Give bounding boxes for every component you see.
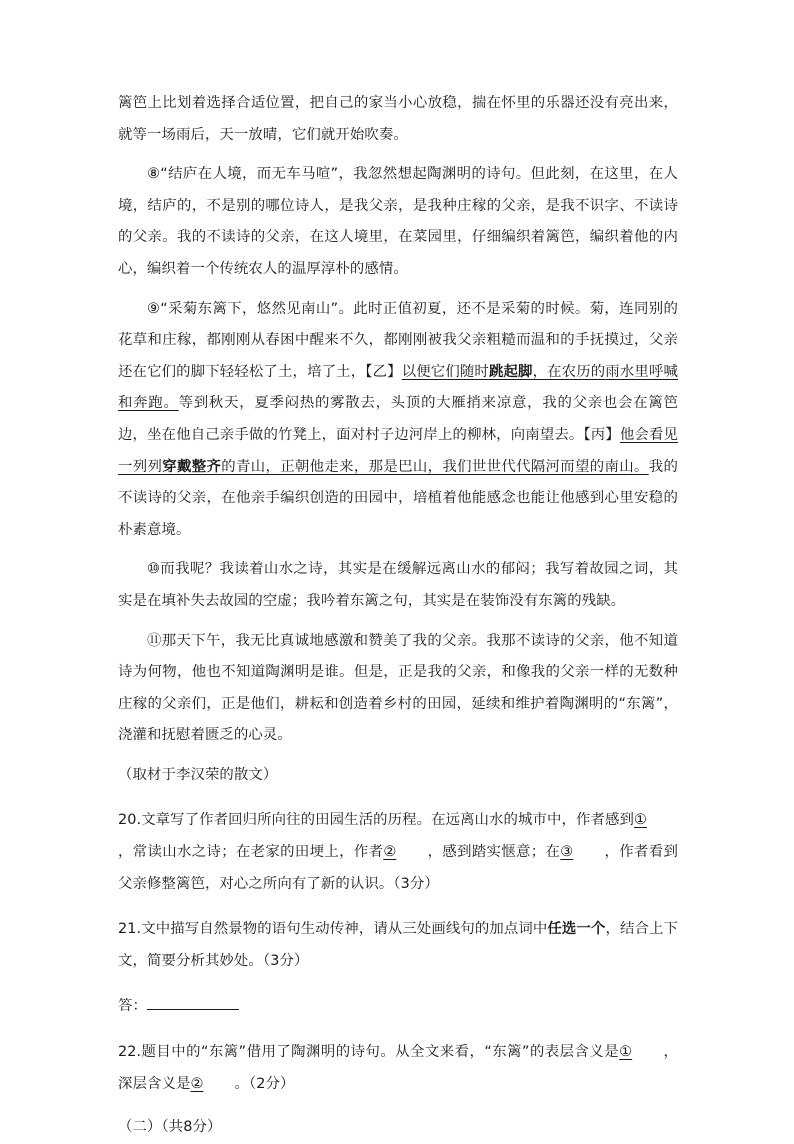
passage-paragraph-10: ⑩而我呢？我读着山水之诗，其实是在缓解远离山水的郁闷；我写着故园之词，其实是在填补失去故园的空虚；我吟着东篱之句，其实是在装饰没有东篱的残缺。: [118, 561, 678, 609]
p9-text-a: ⑨“采菊东篱下，悠然见南山”。此时正值初夏，还不是采菊的时候。菊，连同别的花草和庄稼，都刚刚从春困中醒来不久，都刚刚被我父亲粗糙而温和的手抚摸过，父亲还在它们的脚下轻轻松了土，培了土，: [118, 300, 678, 380]
q22-text-1: 22.题目中的“东篱”借用了陶渊明的诗句。从全文来看，“东篱”的表层含义是: [118, 1044, 620, 1061]
p9-text-c: 我的不读诗的父亲，在他亲手编织创造的田园中，培植着他能感念也能让他感到心里安稳的朴素意境。: [118, 458, 678, 538]
dotted-word-bing: 穿戴整齐: [162, 458, 222, 475]
q22-text-2: ，深层含义是: [118, 1044, 678, 1092]
answer-line[interactable]: [147, 993, 239, 1010]
q20-text-4: ，作者看到父亲修整篱笆，对心之所向有了新的认识。（3分）: [118, 844, 678, 892]
q20-blank-2: ②: [383, 844, 397, 861]
question-21: [118, 914, 678, 977]
q21-text-2: ，结合上下文，简要分析其妙处。（3分）: [118, 921, 678, 969]
underlined-bing-part2: 的青山，正朝他走来，那是巴山，我们世世代代隔河而望的南山。: [221, 458, 649, 475]
marker-bing: 【丙】: [583, 426, 620, 443]
q21-bold-instruction: 任选一个: [547, 921, 606, 938]
q20-blank-1: ①: [634, 812, 648, 829]
passage-paragraph-8: ⑧“结庐在人境，而无车马喧”，我忽然想起陶渊明的诗句。但此刻，在这里，在人境，结庐的，不是别的哪位诗人，是我父亲，是我种庄稼的父亲，是我不识字、不读诗的父亲。我的不读诗的父亲，在这人境里，在菜园里，仔细编织着篱笆，编织着他的内心，编织着一个传统农人的温厚淳朴的感情。: [118, 166, 678, 277]
q22-text-3: 。（2分）: [234, 1075, 295, 1092]
marker-yi: 【乙】: [365, 363, 402, 380]
q22-blank-2: ②: [190, 1075, 204, 1092]
underlined-yi-part1: 以便它们随时: [401, 363, 489, 380]
dotted-word-yi: 跳起脚: [488, 363, 533, 380]
answer-label: 答：: [118, 998, 147, 1015]
q21-answer-row: [118, 991, 678, 1023]
section-heading-2: （二）（共8分）: [118, 1119, 222, 1136]
passage-paragraph-9: [118, 294, 678, 547]
underlined-bing-part1: 他会看见一列列: [118, 426, 678, 475]
q20-text-1: 20.文章写了作者回归所向往的田园生活的历程。在远离山水的城市中，作者感到: [118, 812, 634, 829]
p9-text-b: 等到秋天，夏季闷热的雾散去，头顶的大雁捎来凉意，我的父亲也会在篱笆边，坐在他自己亲手做的竹凳上，面对村子边河岸上的柳林，向南望去。: [118, 395, 678, 443]
q20-blank-3: ③: [560, 844, 574, 861]
source-attribution: （取材于李汉荣的散文）: [118, 766, 278, 783]
passage-paragraph-continued: 篱笆上比划着选择合适位置，把自己的家当小心放稳，揣在怀里的乐器还没有亮出来，就等一场雨后，天一放晴，它们就开始吹奏。: [118, 95, 678, 143]
q20-text-3: ，感到踏实惬意；在: [427, 844, 561, 861]
question-22: [118, 1037, 678, 1100]
question-20: [118, 805, 678, 900]
underlined-yi-part2: ，在农历的雨水里呼喊和奔跑。: [118, 363, 678, 412]
q22-blank-1: ①: [619, 1044, 633, 1061]
q20-text-2: ，常读山水之诗；在老家的田埂上，作者: [118, 844, 384, 861]
passage-paragraph-11: ⑪那天下午，我无比真诚地感激和赞美了我的父亲。我那不读诗的父亲，他不知道诗为何物，他也不知道陶渊明是谁。但是，正是我的父亲，和像我的父亲一样的无数种庄稼的父亲们，正是他们，耕耘和创造着乡村的田园，延续和维护着陶渊明的“东篱”，浇灌和抚慰着匮乏的心灵。: [118, 632, 678, 744]
document-page: [118, 88, 678, 1144]
q21-text-1: 21.文中描写自然景物的语句生动传神，请从三处画线句的加点词中: [118, 921, 548, 938]
